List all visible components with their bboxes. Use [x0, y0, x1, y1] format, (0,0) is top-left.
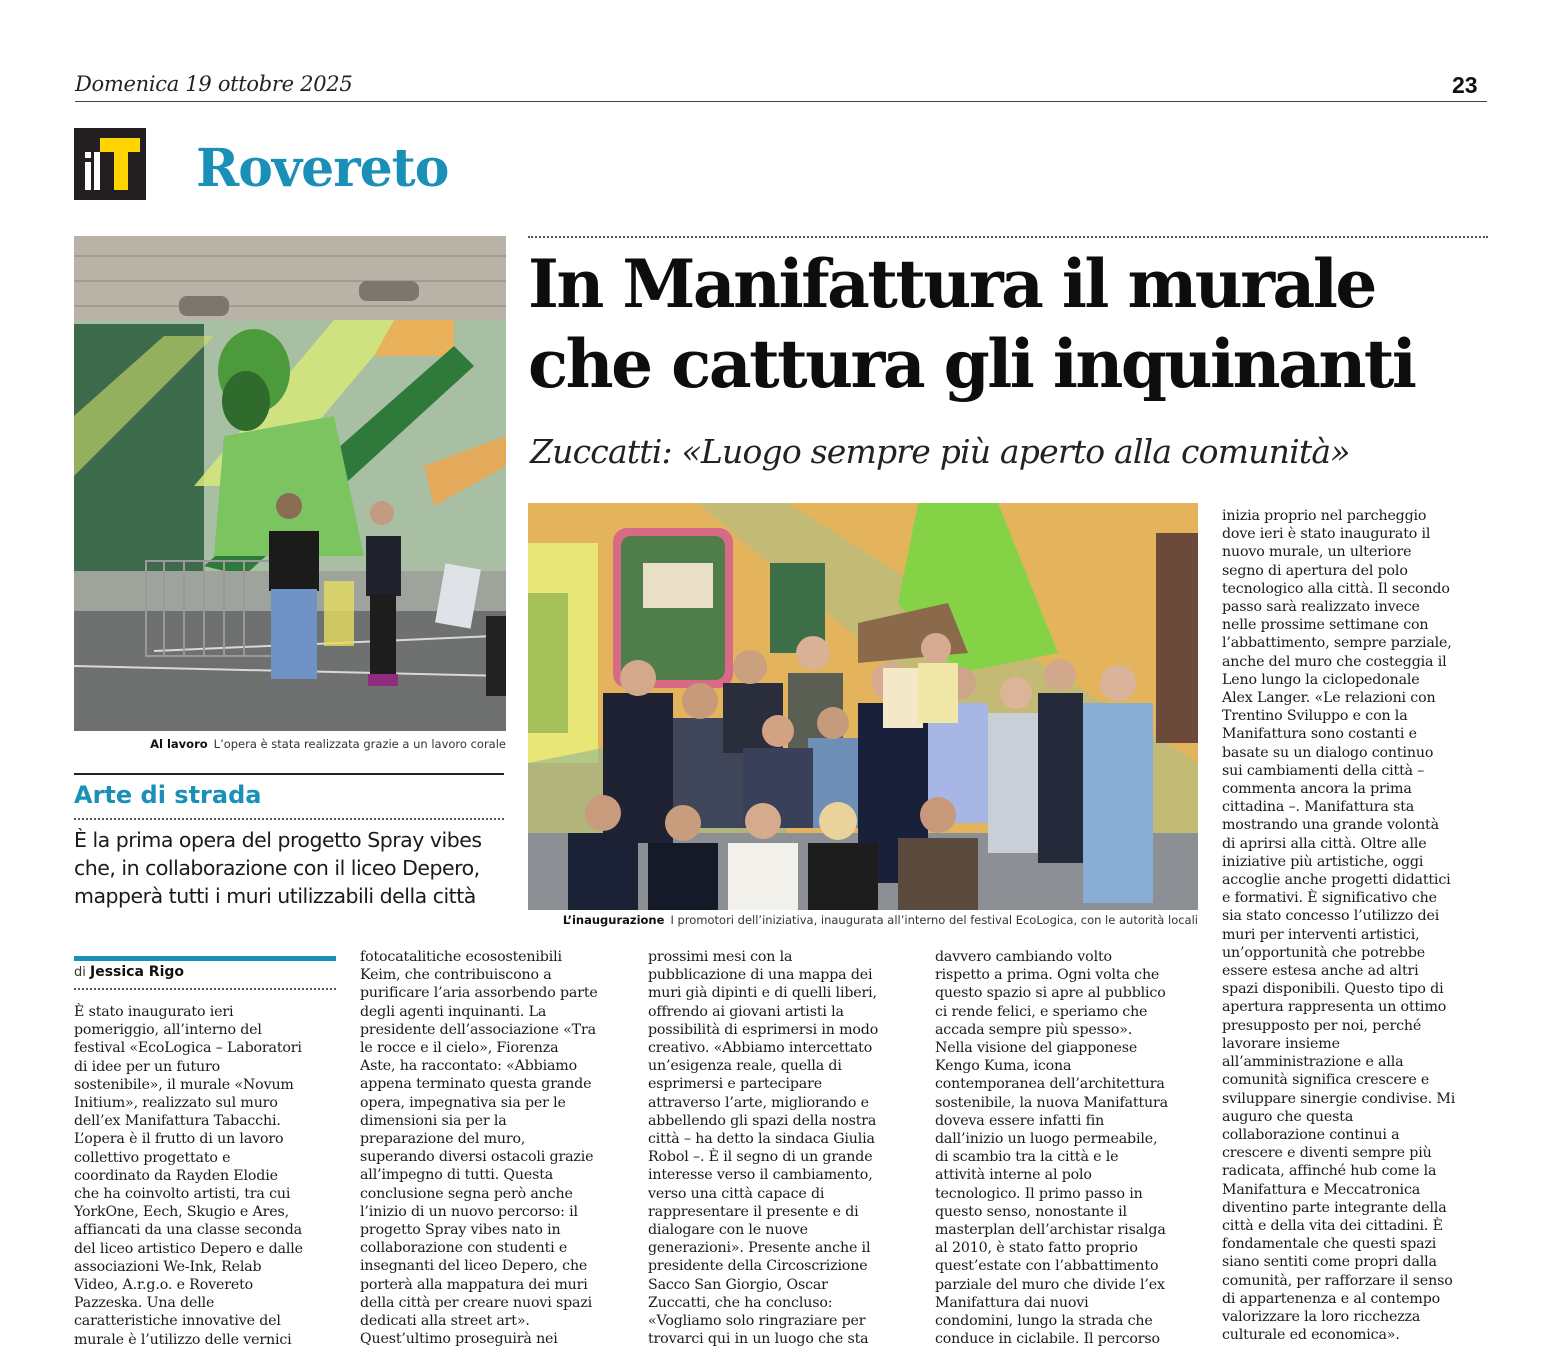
- article-text-line: del liceo artistico Depero e dalle: [74, 1240, 303, 1257]
- article-text-line: Manifattura sono costanti e: [1222, 726, 1417, 743]
- article-text-line: sia stato concesso l’utilizzo dei: [1222, 908, 1440, 925]
- article-text-line: condomini, lungo la strada che: [935, 1313, 1153, 1330]
- article-text-line: generazioni». Presente anche il: [648, 1240, 871, 1257]
- article-text-line: parziale del muro che divide l’ex: [935, 1276, 1165, 1293]
- article-text-line: esprimersi e partecipare: [648, 1076, 822, 1093]
- section-title: Rovereto: [196, 138, 449, 199]
- article-text-line: siano sentiti come propri dalla: [1222, 1254, 1437, 1271]
- article-text-line: opera, impegnativa sia per le: [360, 1094, 566, 1111]
- article-text-line: che ha coinvolto artisti, tra cui: [74, 1186, 291, 1203]
- byline-author: Jessica Rigo: [90, 964, 185, 980]
- article-text-line: le rocce e il cielo», Fiorenza: [360, 1040, 559, 1057]
- article-text-line: ci rende felici, e speriamo che: [935, 1003, 1148, 1020]
- article-text-line: attività interne al polo: [935, 1167, 1092, 1184]
- article-text-line: un’esigenza reale, quella di: [648, 1058, 842, 1075]
- article-text-line: Kengo Kuma, icona: [935, 1058, 1072, 1075]
- byline: [74, 964, 184, 980]
- article-text-line: collaborazione con studenti e: [360, 1240, 568, 1257]
- article-text-line: comunità, per rafforzare il senso: [1222, 1272, 1453, 1289]
- article-column-5: [1222, 507, 1492, 1344]
- article-text-line: essere estesa anche ad altri: [1222, 963, 1419, 980]
- byline-dotted-divider: [74, 988, 336, 990]
- il-t-logo-icon: [74, 128, 146, 200]
- article-text-line: conclusione segna però anche: [360, 1185, 573, 1202]
- article-text-line: all’amministrazione e alla: [1222, 1054, 1404, 1071]
- box-summary-line: mapperà tutti i muri utilizzabili della città: [74, 884, 476, 908]
- article-text-line: Nella visione del giapponese: [935, 1040, 1138, 1057]
- issue-date: Domenica 19 ottobre 2025: [75, 72, 353, 96]
- article-text-line: «Vogliamo solo ringraziare per: [648, 1313, 866, 1330]
- article-text-line: dove ieri è stato inaugurato il: [1222, 526, 1431, 543]
- article-text-line: Keim, che contribuiscono a: [360, 967, 552, 984]
- article-text-line: Robol –. È il segno di un grande: [648, 1149, 873, 1166]
- byline-prefix: di: [74, 965, 86, 980]
- article-text-line: nelle prossime settimane con: [1222, 617, 1429, 634]
- article-text-line: lavorare insieme: [1222, 1035, 1340, 1052]
- article-text-line: crescere e diventi sempre più: [1222, 1145, 1432, 1162]
- article-text-line: Aste, ha raccontato: «Abbiamo: [360, 1058, 577, 1075]
- article-text-line: presupposto per noi, perché: [1222, 1017, 1422, 1034]
- article-text-line: l’abbattimento, sempre parziale,: [1222, 635, 1452, 652]
- article-text-line: Manifattura dai nuovi: [935, 1294, 1089, 1311]
- article-text-line: pomeriggio, all’interno del: [74, 1022, 262, 1039]
- article-text-line: comunità significa crescere e: [1222, 1072, 1430, 1089]
- article-text-line: di scambio tra la città e le: [935, 1149, 1119, 1166]
- article-text-line: superando diversi ostacoli grazie: [360, 1149, 594, 1166]
- article-text-line: Manifattura e Meccatronica: [1222, 1181, 1421, 1198]
- header-rule: [75, 101, 1487, 102]
- article-text-line: sostenibile», il murale «Novum: [74, 1076, 294, 1093]
- article-text-line: valorizzare la loro ricchezza: [1222, 1308, 1421, 1325]
- article-text-line: sostenibile, la nuova Manifattura: [935, 1094, 1168, 1111]
- article-column-1: [74, 1003, 342, 1349]
- article-text-line: all’impegno di tutti. Questa: [360, 1167, 554, 1184]
- caption-title: Al lavoro: [150, 737, 208, 751]
- headline-dotted-divider: [528, 236, 1488, 238]
- article-column-3: [648, 948, 918, 1348]
- caption-text: I promotori dell’iniziativa, inaugurata all’interno del festival EcoLogica, con le autorità locali: [670, 913, 1198, 927]
- article-text-line: Leno lungo la ciclopedonale: [1222, 671, 1420, 688]
- article-text-line: commenta ancora la prima: [1222, 781, 1412, 798]
- article-text-line: presidente dell’associazione «Tra: [360, 1021, 596, 1038]
- box-summary: [74, 826, 514, 910]
- article-text-line: verso una città capace di: [648, 1185, 825, 1202]
- article-text-line: insegnanti del liceo Depero, che: [360, 1258, 588, 1275]
- photo-work-caption: [74, 737, 506, 751]
- article-text-line: davvero cambiando volto: [935, 949, 1112, 965]
- headline-line: che cattura gli inquinanti: [528, 325, 1415, 403]
- box-summary-line: che, in collaborazione con il liceo Depero,: [74, 856, 480, 880]
- article-text-line: fondamentale che questi spazi: [1222, 1236, 1437, 1253]
- article-text-line: creativo. «Abbiamo intercettato: [648, 1040, 873, 1057]
- article-text-line: dall’inizio un luogo permeabile,: [935, 1131, 1158, 1148]
- article-text-line: affiancati da una classe seconda: [74, 1222, 302, 1239]
- article-text-line: radicata, affinché hub come la: [1222, 1163, 1437, 1180]
- article-text-line: progetto Spray vibes nato in: [360, 1222, 561, 1239]
- article-text-line: fotocatalitiche ecosostenibili: [360, 949, 562, 965]
- article-text-line: possibilità di esprimersi in modo: [648, 1021, 879, 1038]
- article-text-line: Sacco San Giorgio, Oscar: [648, 1276, 828, 1293]
- article-column-4: [935, 948, 1205, 1348]
- article-text-line: dimensioni sia per la: [360, 1112, 507, 1129]
- article-text-line: iniziative più artistiche, oggi: [1222, 853, 1424, 870]
- article-text-line: basate su un dialogo continuo: [1222, 744, 1434, 761]
- photo-mural-work: [74, 236, 506, 731]
- article-text-line: associazioni We-Ink, Relab: [74, 1258, 262, 1275]
- article-headline: [528, 244, 1508, 404]
- article-text-line: Pazzeska. Una delle: [74, 1295, 215, 1312]
- article-text-line: pubblicazione di una mappa dei: [648, 967, 873, 984]
- article-text-line: tecnologico alla città. Il secondo: [1222, 580, 1450, 597]
- article-text-line: al 2010, è stato fatto proprio: [935, 1240, 1138, 1257]
- article-text-line: rappresentare il presente e di: [648, 1203, 859, 1220]
- article-text-line: caratteristiche innovative del: [74, 1313, 281, 1330]
- box-dotted-divider: [74, 818, 504, 820]
- article-text-line: passo sarà realizzato invece: [1222, 599, 1420, 616]
- article-text-line: dedicati alla street art».: [360, 1313, 530, 1330]
- article-text-line: culturale ed economica».: [1222, 1327, 1400, 1344]
- article-text-line: conduce in ciclabile. Il percorso: [935, 1331, 1160, 1348]
- caption-title: L’inaugurazione: [562, 913, 665, 927]
- article-text-line: apertura rappresenta un ottimo: [1222, 999, 1447, 1016]
- article-text-line: appena terminato questa grande: [360, 1076, 592, 1093]
- article-text-line: di appartenenza e al contempo: [1222, 1290, 1441, 1307]
- article-text-line: nuovo murale, un ulteriore: [1222, 544, 1412, 561]
- article-text-line: spazi disponibili. Questo tipo di: [1222, 981, 1444, 998]
- article-text-line: questo spazio si apre al pubblico: [935, 985, 1166, 1002]
- article-text-line: festival «EcoLogica – Laboratori: [74, 1040, 302, 1057]
- article-text-line: È stato inaugurato ieri: [74, 1004, 234, 1020]
- article-text-line: doveva essere infatti fin: [935, 1112, 1105, 1129]
- article-text-line: segno di apertura del polo: [1222, 562, 1408, 579]
- article-text-line: questo senso, nonostante il: [935, 1203, 1127, 1220]
- article-text-line: degli agenti inquinanti. La: [360, 1003, 547, 1020]
- article-text-line: accoglie anche progetti didattici: [1222, 872, 1451, 889]
- headline-line: In Manifattura il murale: [528, 245, 1375, 323]
- article-text-line: collettivo progettato e: [74, 1149, 231, 1166]
- article-text-line: contemporanea dell’architettura: [935, 1076, 1165, 1093]
- article-text-line: coordinato da Rayden Elodie: [74, 1167, 278, 1184]
- article-text-line: prossimi mesi con la: [648, 949, 793, 965]
- article-text-line: Alex Langer. «Le relazioni con: [1222, 690, 1436, 707]
- article-text-line: accada sempre più spesso».: [935, 1021, 1133, 1038]
- page-number: 23: [1452, 72, 1478, 98]
- article-text-line: purificare l’aria assorbendo parte: [360, 985, 598, 1002]
- article-subheadline: Zuccatti: «Luogo sempre più aperto alla comunità»: [530, 432, 1350, 471]
- article-text-line: auguro che questa: [1222, 1108, 1354, 1125]
- article-text-line: Initium», realizzato sul muro: [74, 1095, 278, 1112]
- article-column-2: [360, 948, 630, 1348]
- article-text-line: Video, A.r.g.o. e Rovereto: [74, 1277, 254, 1294]
- article-text-line: e formativi. È significativo che: [1222, 890, 1437, 907]
- article-text-line: città e della vita dei cittadini. È: [1222, 1217, 1443, 1234]
- byline-accent-bar: [74, 956, 336, 961]
- article-text-line: presidente della Circoscrizione: [648, 1258, 868, 1275]
- article-text-line: della città per creare nuovi spazi: [360, 1294, 593, 1311]
- article-text-line: rispetto a prima. Ogni volta che: [935, 967, 1160, 984]
- box-summary-line: È la prima opera del progetto Spray vibes: [74, 828, 482, 852]
- article-text-line: interesse verso il cambiamento,: [648, 1167, 873, 1184]
- article-text-line: diventino parte integrante della: [1222, 1199, 1447, 1216]
- article-text-line: preparazione del muro,: [360, 1131, 526, 1148]
- article-text-line: trovarci qui in un luogo che sta: [648, 1331, 869, 1348]
- article-text-line: anche del muro che costeggia il: [1222, 653, 1447, 670]
- article-text-line: masterplan dell’archistar risalga: [935, 1222, 1166, 1239]
- article-text-line: di idee per un futuro: [74, 1058, 221, 1075]
- article-text-line: muri già dipinti e di quelli liberi,: [648, 985, 877, 1002]
- article-text-line: muri per interventi artistici,: [1222, 926, 1420, 943]
- box-kicker: Arte di strada: [74, 781, 262, 809]
- article-text-line: mostrando una grande volontà: [1222, 817, 1439, 834]
- article-text-line: dell’ex Manifattura Tabacchi.: [74, 1113, 281, 1130]
- article-text-line: Zuccatti, che ha concluso:: [648, 1294, 833, 1311]
- article-text-line: inizia proprio nel parcheggio: [1222, 508, 1427, 524]
- article-text-line: l’inizio di un nuovo percorso: il: [360, 1203, 578, 1220]
- article-text-line: quest’estate con l’abbattimento: [935, 1258, 1159, 1275]
- article-text-line: città – ha detto la sindaca Giulia: [648, 1131, 875, 1148]
- article-text-line: Quest’ultimo proseguirà nei: [360, 1331, 558, 1348]
- article-text-line: sviluppare sinergie condivise. Mi: [1222, 1090, 1456, 1107]
- article-text-line: collaborazione continui a: [1222, 1126, 1400, 1143]
- box-top-rule: [74, 773, 504, 775]
- article-text-line: YorkOne, Eech, Skugio e Ares,: [74, 1204, 289, 1221]
- article-text-line: offrendo ai giovani artisti la: [648, 1003, 844, 1020]
- article-text-line: L’opera è il frutto di un lavoro: [74, 1131, 284, 1148]
- article-text-line: murale è l’utilizzo delle vernici: [74, 1331, 292, 1348]
- article-text-line: un’opportunità che potrebbe: [1222, 944, 1425, 961]
- article-text-line: tecnologico. Il primo passo in: [935, 1185, 1143, 1202]
- caption-text: L’opera è stata realizzata grazie a un lavoro corale: [213, 737, 506, 751]
- article-text-line: dialogare con le nuove: [648, 1222, 808, 1239]
- article-text-line: porterà alla mappatura dei muri: [360, 1276, 588, 1293]
- article-text-line: attraverso l’arte, migliorando e: [648, 1094, 869, 1111]
- article-text-line: di aprirsi alla città. Oltre alle: [1222, 835, 1427, 852]
- article-text-line: sui cambiamenti della città –: [1222, 762, 1425, 779]
- article-text-line: abbellendo gli spazi della nostra: [648, 1112, 877, 1129]
- photo-inauguration: [528, 503, 1198, 910]
- article-text-line: Trentino Sviluppo e con la: [1222, 708, 1408, 725]
- article-text-line: cittadina –. Manifattura sta: [1222, 799, 1415, 816]
- photo-inauguration-caption: [528, 913, 1198, 927]
